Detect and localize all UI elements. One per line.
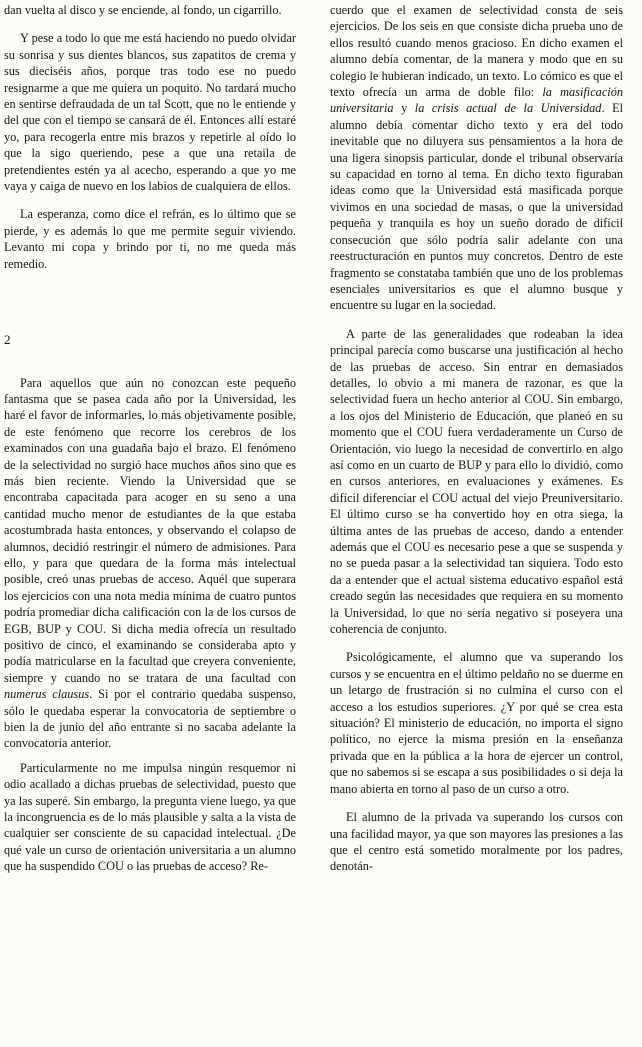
paragraph: El alumno de la privada va superando los cursos con una facilidad mayor, ya que son mayores las presiones a las que el centro está sometido moralmente por los padres, denotán-	[330, 810, 623, 874]
paragraph-text: cuerdo que el examen de selectividad consta de seis ejercicios. De los seis en que consiste dicha prueba uno de ellos resultó cuando menos gracioso. En dicho examen el alumno debía comentar, de la manera y modo que en su colegio le hubieran indicado, un texto. Lo cómico es que el texto ofrecía un arma de doble filo:	[330, 3, 623, 100]
emphasis-phrase: la crisis actual de la Universidad	[414, 101, 602, 116]
paragraph-text: . El alumno debía comentar dicho texto y era del todo inevitable que no diluyera sus pensamientos a la hora de una ligera sinopsis particular, donde el tribunal observaría su capacidad en torno al tema. En dicho texto figuraban ideas como que la Universidad está masificada porque vivimos en una sociedad de masas, o que la universidad pequeña y tranquila es hoy un sueño dorado de difícil consecución que sólo podría salir adelante con una reestructuración en puntos muy concretos. Dentro de este fragmento se constataba también que uno de los problemas esenciales universitarios es que el alumno busque y encuentre su lugar en la sociedad.	[330, 101, 624, 313]
paragraph: La esperanza, como dice el refrán, es lo último que se pierde, y es además lo que me permite seguir viviendo. Levanto mi copa y brindo por ti, no me queda más remedio.	[4, 207, 296, 271]
paragraph-text: . Si por el contrario quedaba suspenso, sólo le quedaba esperar la convocatoria de septiembre o bien la de junio del año entrante si no sacaba adelante la convocatoria anterior.	[4, 687, 296, 751]
right-column	[330, 2, 623, 887]
paragraph: A parte de las generalidades que rodeaban la idea principal parecía como buscarse una justificación al hecho de las pruebas de acceso. Sin entrar en demasiados detalles, lo obvio a mi manera de razonar, es que la selectividad fuera un hecho anterior al COU. Sin embargo, a los ojos del Ministerio de Educación, que planeó en su momento que el COU fuera verdaderamente un Curso de Orientación, vio luego la necesidad de convertirlo en algo así como en un cuarto de BUP y para ello lo dividió, como en cursos anteriores, en evaluaciones y exámenes. Es difícil diferenciar el COU actual del viejo Preuniversitario. El último curso se ha convertido hoy en otra siega, la última antes de las pruebas de acceso, dando a entender además que el COU es necesario pese a que se suspenda y no se pueda pasar a la selectividad tan siquiera. Todo esto da a entender que el actual sistema educativo español está creado según las necesidades que requiera en su momento la Universidad, lo que no sería negativo si poseyera una coherencia de conjunto.	[330, 326, 623, 637]
section-number: 2	[4, 332, 11, 348]
paragraph	[330, 2, 623, 314]
left-column	[4, 2, 296, 887]
paragraph: Y pese a todo lo que me está haciendo no puedo olvidar su sonrisa y sus dientes blancos, sus zapatitos de crema y sus dieciséis años, porque tras todo ese no puedo resignarme a que me quiera un poquito. No tardará mucho en sentirse defraudada de un tal Scott, que no le entiende y del que con el tiempo se cansará de él. Entonces allí estaré yo, para recogerla entre mis brazos y repetirle al oído lo que la sigo queriendo, pese a que una retaila de pretendientes estén ya al acecho, esperando a que yo me vaya y caiga de nuevo en los labios de cualquiera de ellos.	[4, 31, 296, 194]
paragraph-text: Para aquellos que aún no conozcan este pequeño fantasma que se pasea cada año por la Universidad, les haré el favor de informarles, lo más objetivamente posible, de este fenómeno que recorre los cerebros de los examinados con una guadaña bajo el brazo. El fenómeno de la selectividad no surgió hace muchos años sino que es más bien reciente. Viendo la Universidad que se encontraba capacitada para acoger en su seno a una cantidad mucho menor de estudiantes de la que estaba acostumbrada hasta entonces, y observando el colapso de alumnos, decidió restringir el número de admisiones. Para ello, y para que quedara de la forma más intelectual posible, creó unas pruebas de acceso. Aquél que superara los ejercicios con una nota media mínima de cuatro puntos podría promediar dicha calificación con la de los cursos de EGB, BUP y COU. Si dicha media ofrecía un resultado positivo de cinco, el examinando se consideraba apto y podía matricularse en la facultad que creyera conveniente, siempre y cuando no se tratara de una facultad con	[4, 375, 296, 685]
paragraph: dan vuelta al disco y se enciende, al fondo, un cigarrillo.	[4, 3, 282, 17]
paragraph	[4, 375, 296, 752]
paragraph: Psicológicamente, el alumno que va superando los cursos y se encuentra en el último peldaño no se duerme en un letargo de frustración si no culmina el curso con el acceso a los estudios superiores. ¿Y por qué se crea esta situación? El ministerio de educación, no importa el signo político, no ejerce la misma presión en la enseñanza privada que en la pública a la hora de ejercer un control, que no sabemos si se escapa a sus posibilidades o si deja la mano abierta en torno al paso de un curso a otro.	[330, 650, 623, 796]
emphasis-phrase: la masificación universitaria	[330, 85, 623, 116]
paragraph: Particularmente no me impulsa ningún resquemor ni odio acallado a dichas pruebas de selectividad, puesto que ya las superé. Sin embargo, la pregunta viene luego, ya que la incongruencia es de lo más plausible y salta a la vista de cualquier ser consciente de su capacidad intelectual. ¿De qué vale un curso de orientación universitaria a un alumno que ha suspendido COU o las pruebas de acceso? Re-	[4, 760, 296, 874]
latin-term: numerus clausus	[4, 687, 90, 702]
paragraph-text: y	[393, 101, 415, 116]
